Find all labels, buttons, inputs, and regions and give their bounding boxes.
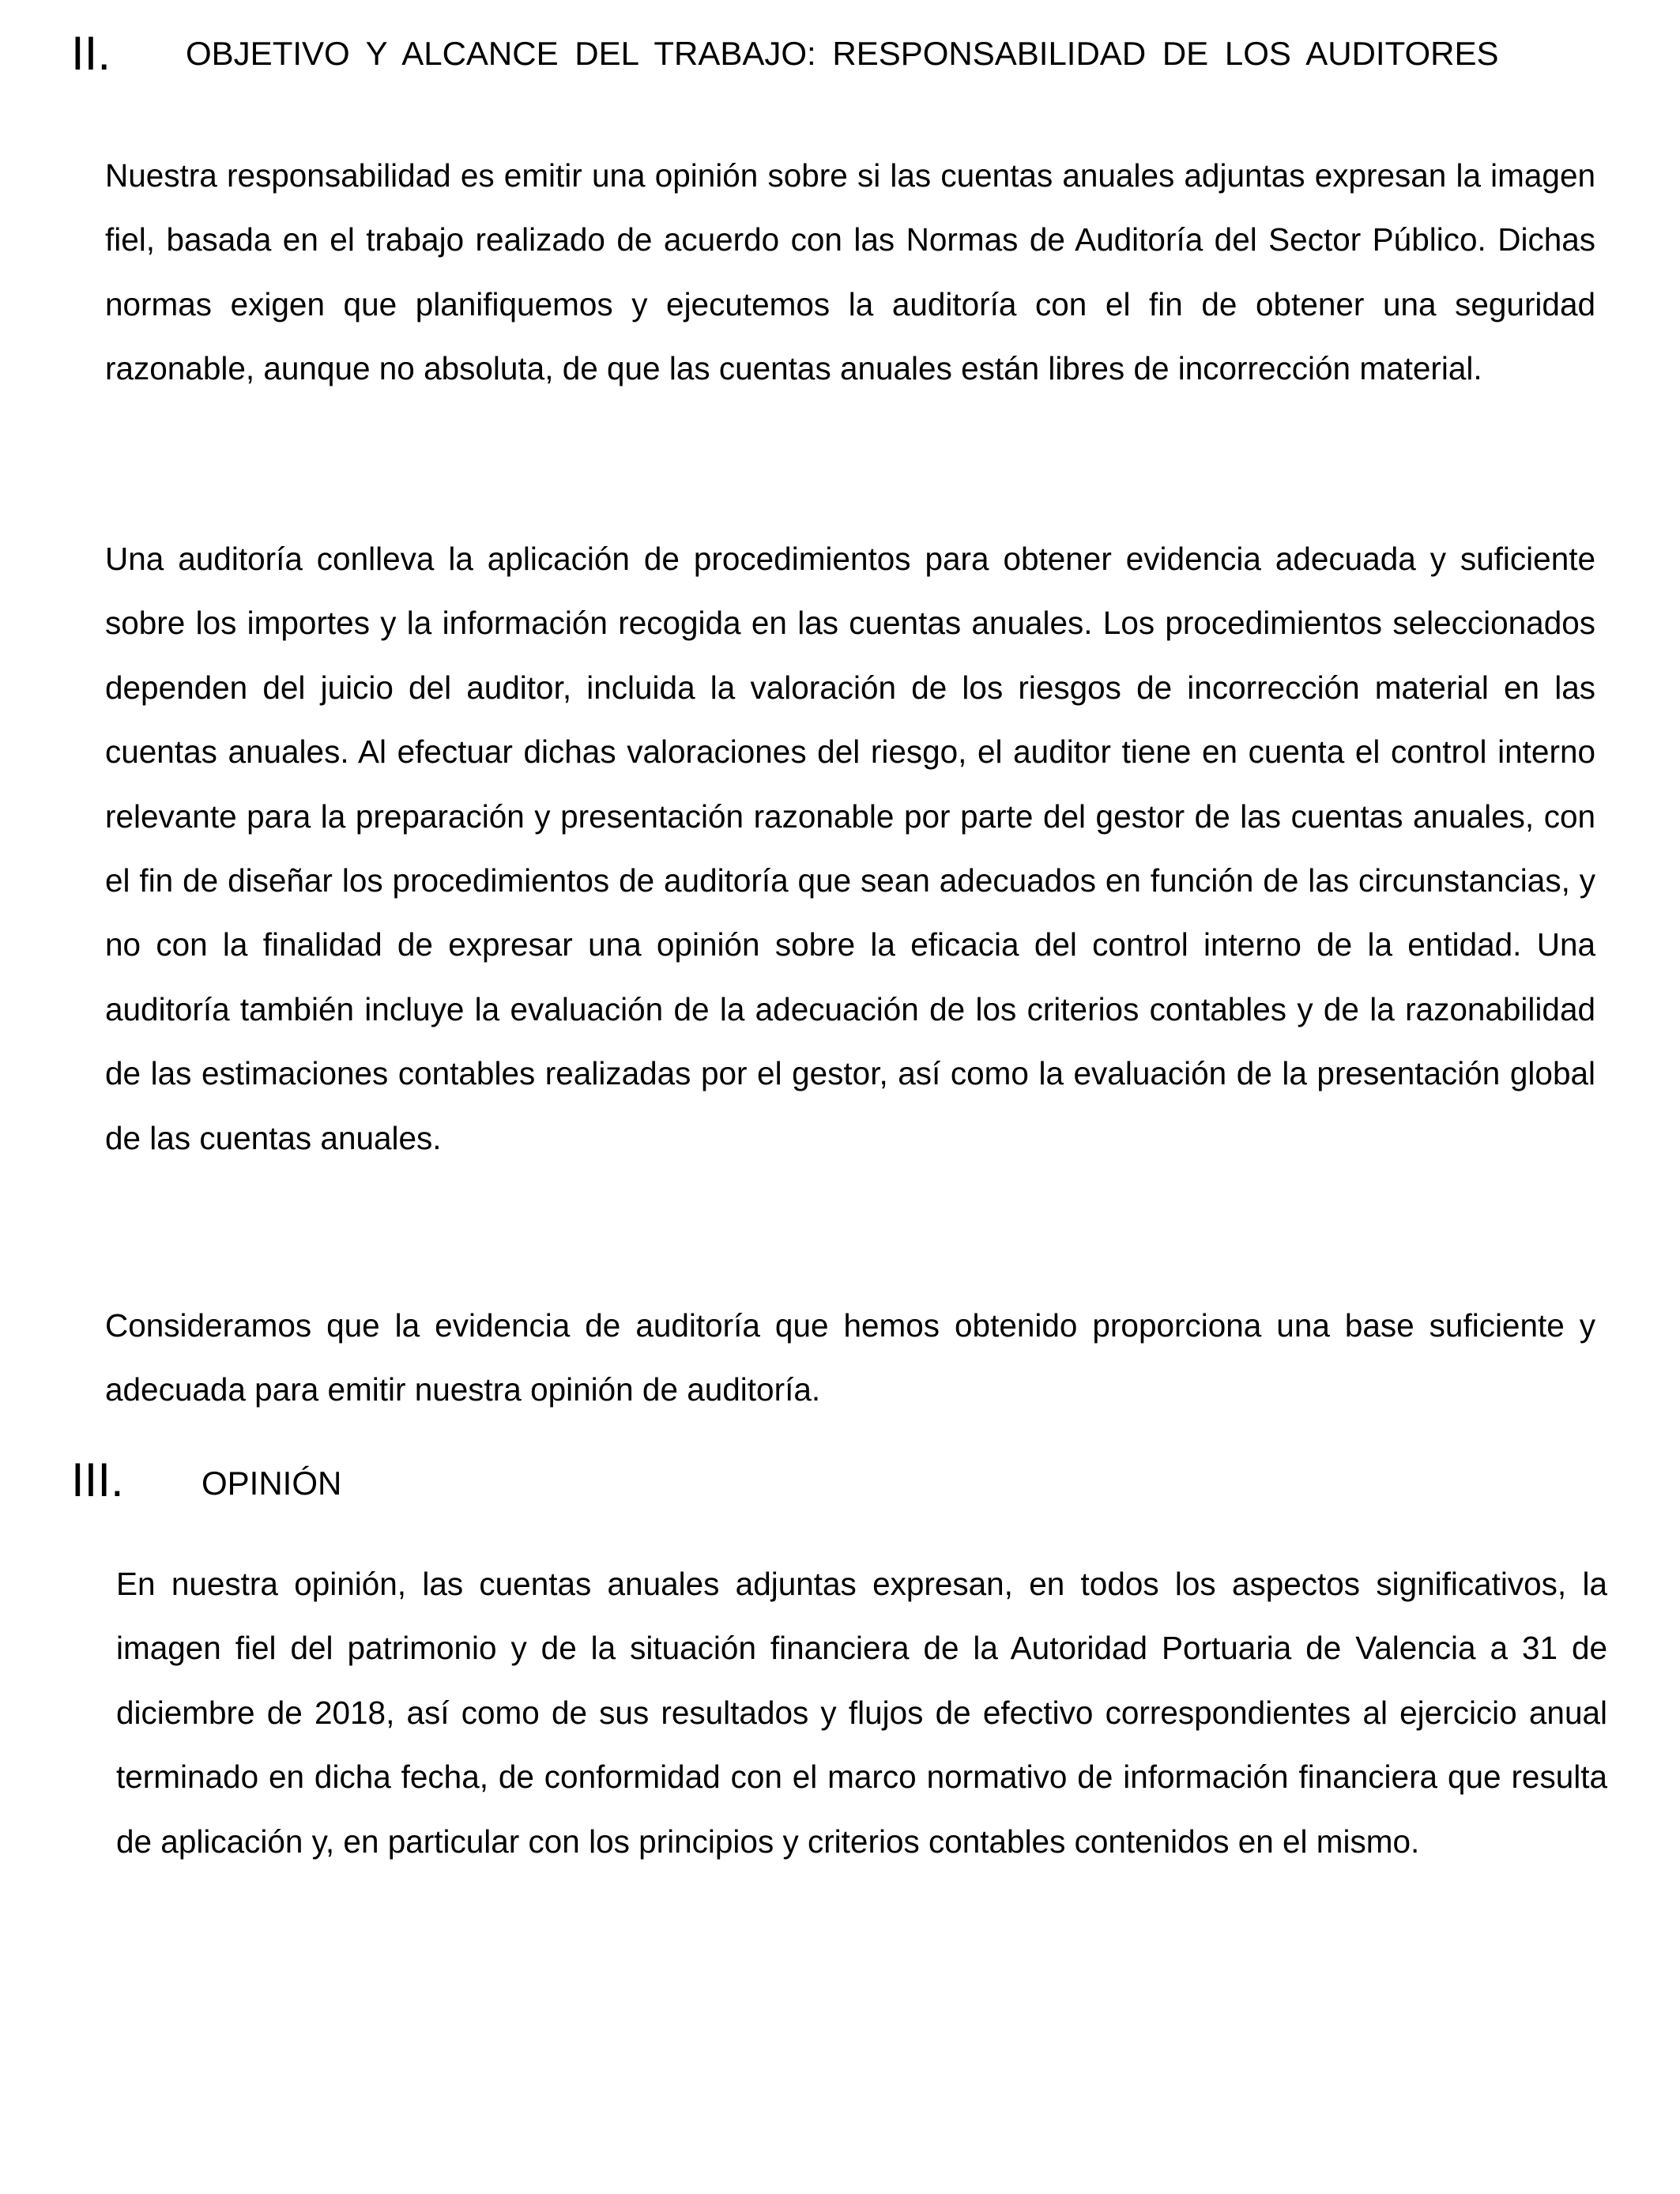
section-numeral: II. <box>71 27 111 80</box>
paragraph: Una auditoría conlleva la aplicación de procedimientos para obtener evidencia adecuada y suficiente sobre los importes y la información recogida en las cuentas anuales. Los procedimientos seleccionados dependen del juicio del auditor, incluida la valoración de los riesgos de incorrección material en las cuentas anuales. Al efectuar dichas valoraciones del riesgo, el auditor tiene en cuenta el control interno relevante para la preparación y presentación razonable por parte del gestor de las cuentas anuales, con el fin de diseñar los procedimientos de auditoría que sean adecuados en función de las circunstancias, y no con la finalidad de expresar una opinión sobre la eficacia del control interno de la entidad. Una auditoría también incluye la evaluación de la adecuación de los criterios contables y de la razonabilidad de las estimaciones contables realizadas por el gestor, así como la evaluación de la presentación global de las cuentas anuales. <box>105 541 1595 1156</box>
paragraph: Nuestra responsabilidad es emitir una opinión sobre si las cuentas anuales adjuntas expresan la imagen fiel, basada en el trabajo realizado de acuerdo con las Normas de Auditoría del Sector Público. Dichas normas exigen que planifiquemos y ejecutemos la auditoría con el fin de obtener una seguridad razonable, aunque no absoluta, de que las cuentas anuales están libres de incorrección material. <box>105 157 1595 387</box>
paragraph: Consideramos que la evidencia de auditoría que hemos obtenido proporciona una base suficiente y adecuada para emitir nuestra opinión de auditoría. <box>105 1307 1595 1408</box>
section-title: OBJETIVO Y ALCANCE DEL TRABAJO: RESPONSABILIDAD DE LOS AUDITORES <box>186 35 1499 72</box>
section-title: OPINIÓN <box>202 1465 342 1502</box>
section-numeral: III. <box>71 1453 124 1506</box>
paragraph: En nuestra opinión, las cuentas anuales adjuntas expresan, en todos los aspectos significativos, la imagen fiel del patrimonio y de la situación financiera de la Autoridad Portuaria de Valencia a 31 de diciembre de 2018, así como de sus resultados y flujos de efectivo correspondientes al ejercicio anual terminado en dicha fecha, de conformidad con el marco normativo de información financiera que resulta de aplicación y, en particular con los principios y criterios contables contenidos en el mismo. <box>116 1566 1607 1860</box>
